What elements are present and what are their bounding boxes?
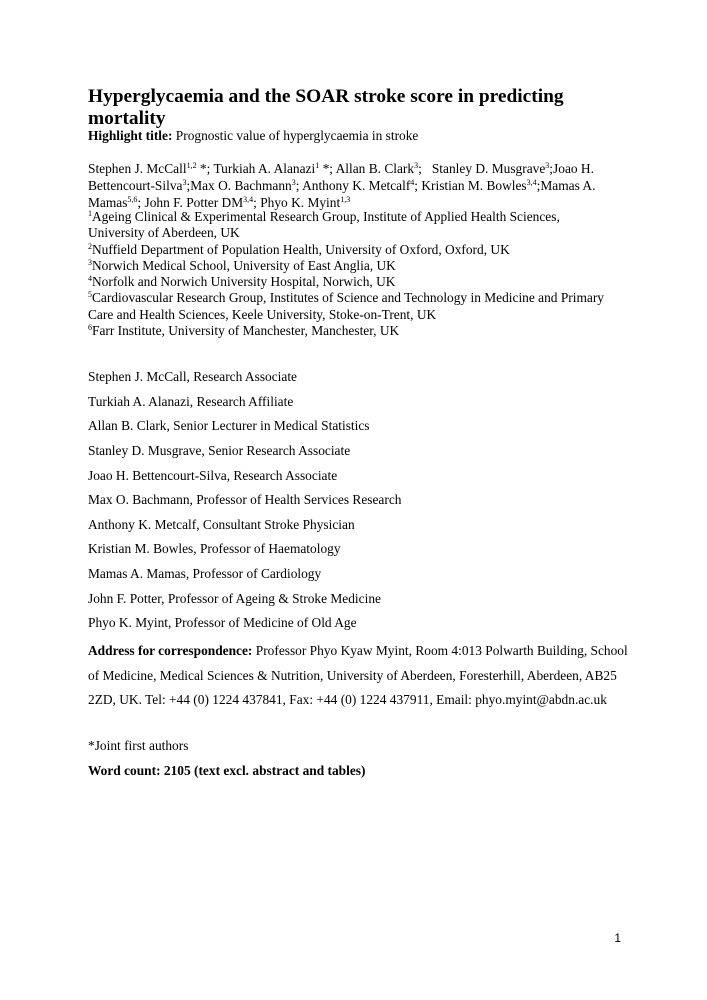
author-separator: ; xyxy=(549,161,554,176)
author-role: Stephen J. McCall, Research Associate xyxy=(88,369,297,384)
page-number: 1 xyxy=(614,931,621,945)
author-name: Phyo K. Myint xyxy=(260,195,341,210)
author-role: Phyo K. Myint, Professor of Medicine of Old Age xyxy=(88,615,357,631)
author-separator: ; xyxy=(536,178,541,193)
author-affil-sup: 1,3 xyxy=(340,195,351,204)
affiliation-text: Norwich Medical School, University of East Anglia, UK xyxy=(92,257,396,273)
author-name: John F. Potter DM xyxy=(144,195,244,210)
affiliation-item xyxy=(88,258,618,274)
affiliation-number: 1 xyxy=(88,209,92,218)
author-roles-list xyxy=(88,368,401,639)
author-affil-sup: 3 xyxy=(545,161,550,170)
author-role: Allan B. Clark, Senior Lecturer in Medical Statistics xyxy=(88,418,370,434)
author-affil-sup: 3 xyxy=(291,178,296,187)
author-role: Max O. Bachmann, Professor of Health Services Research xyxy=(88,492,402,508)
author-affil-sup: 1 xyxy=(315,161,320,170)
affiliation-item xyxy=(88,274,618,290)
highlight-text: Prognostic value of hyperglycaemia in stroke xyxy=(172,128,419,143)
correspondence-address xyxy=(88,639,633,713)
author-role: Joao H. Bettencourt-Silva, Research Associate xyxy=(88,467,338,483)
author-affil-sup: 5,6 xyxy=(127,195,138,204)
author-name: Max O. Bachmann xyxy=(190,178,292,193)
joint-authors-note: *Joint first authors xyxy=(88,738,189,753)
author-name: Stanley D. Musgrave xyxy=(431,161,546,176)
author-affil-sup: 3 xyxy=(182,178,187,187)
affiliation-text: Cardiovascular Research Group, Institutes of Science and Technology in Medicine and Primary Care and Health Sciences, Keele University, Stoke-on-Trent, UK xyxy=(88,290,604,322)
author-separator: ; xyxy=(418,161,432,176)
author-separator: ; xyxy=(295,178,303,193)
affiliation-text: Nuffield Department of Population Health, University of Oxford, Oxford, UK xyxy=(92,241,510,257)
author-separator: ; xyxy=(253,195,261,210)
author-name: Allan B. Clark xyxy=(335,161,415,176)
author-name: Joao H. Bettencourt-Silva xyxy=(88,161,594,193)
author-separator: *; xyxy=(319,161,336,176)
affiliation-number: 4 xyxy=(88,274,92,284)
author-name: Stephen J. McCall xyxy=(88,161,187,176)
affiliation-item xyxy=(88,209,618,242)
correspondence-text: Professor Phyo Kyaw Myint, Room 4:013 Polwarth Building, School of Medicine, Medical Sciences & Nutrition, University of Aberdeen, Foresterhill, Aberdeen, AB25 2ZD, UK. Tel: +44 (0) 1224 437841, Fax: +44 (0) 1224 437911, Email: phyo.myint@abdn.ac.uk xyxy=(88,643,628,708)
author-name: Mamas A. Mamas xyxy=(88,178,596,210)
author-separator: ; xyxy=(186,178,191,193)
affiliation-item xyxy=(88,242,618,258)
author-separator: *; xyxy=(196,161,214,176)
highlight-label: Highlight title: xyxy=(88,128,173,143)
affiliation-number: 6 xyxy=(88,323,92,333)
author-role: John F. Potter, Professor of Ageing & Stroke Medicine xyxy=(88,590,381,606)
paper-title: Hyperglycaemia and the SOAR stroke score in predicting mortality xyxy=(88,86,564,129)
affiliation-item xyxy=(88,323,618,339)
author-name: Anthony K. Metcalf xyxy=(302,178,411,193)
author-separator: ; xyxy=(414,178,422,193)
word-count: Word count: 2105 (text excl. abstract and tables) xyxy=(88,763,366,778)
affiliation-number: 3 xyxy=(88,257,92,267)
author-affil-sup: 3,4 xyxy=(526,178,537,187)
highlight-title xyxy=(88,127,418,144)
author-role: Anthony K. Metcalf, Consultant Stroke Physician xyxy=(88,516,355,532)
author-role: Stanley D. Musgrave, Senior Research Associate xyxy=(88,442,351,458)
affiliation-number: 2 xyxy=(88,241,92,251)
correspondence-label: Address for correspondence: xyxy=(88,643,253,658)
author-role: Mamas A. Mamas, Professor of Cardiology xyxy=(88,566,322,582)
author-affil-sup: 1,2 xyxy=(186,161,197,170)
affiliation-text: Norfolk and Norwich University Hospital, Norwich, UK xyxy=(92,274,396,290)
author-name: Turkiah A. Alanazi xyxy=(213,161,316,176)
affiliation-item xyxy=(88,290,618,323)
affiliation-number: 5 xyxy=(88,290,92,300)
author-role: Turkiah A. Alanazi, Research Affiliate xyxy=(88,393,294,409)
author-name: Kristian M. Bowles xyxy=(421,178,527,193)
author-list xyxy=(88,160,618,211)
author-separator: ; xyxy=(137,195,145,210)
affiliation-text: Ageing Clinical & Experimental Research Group, Institute of Applied Health Sciences, University of Aberdeen, UK xyxy=(88,209,560,241)
affiliation-list xyxy=(88,209,618,339)
author-affil-sup: 3 xyxy=(414,161,419,170)
author-affil-sup: 4 xyxy=(410,178,415,187)
author-role: Kristian M. Bowles, Professor of Haematology xyxy=(88,541,341,557)
author-affil-sup: 3,4 xyxy=(243,195,254,204)
affiliation-text: Farr Institute, University of Manchester, Manchester, UK xyxy=(92,323,400,339)
